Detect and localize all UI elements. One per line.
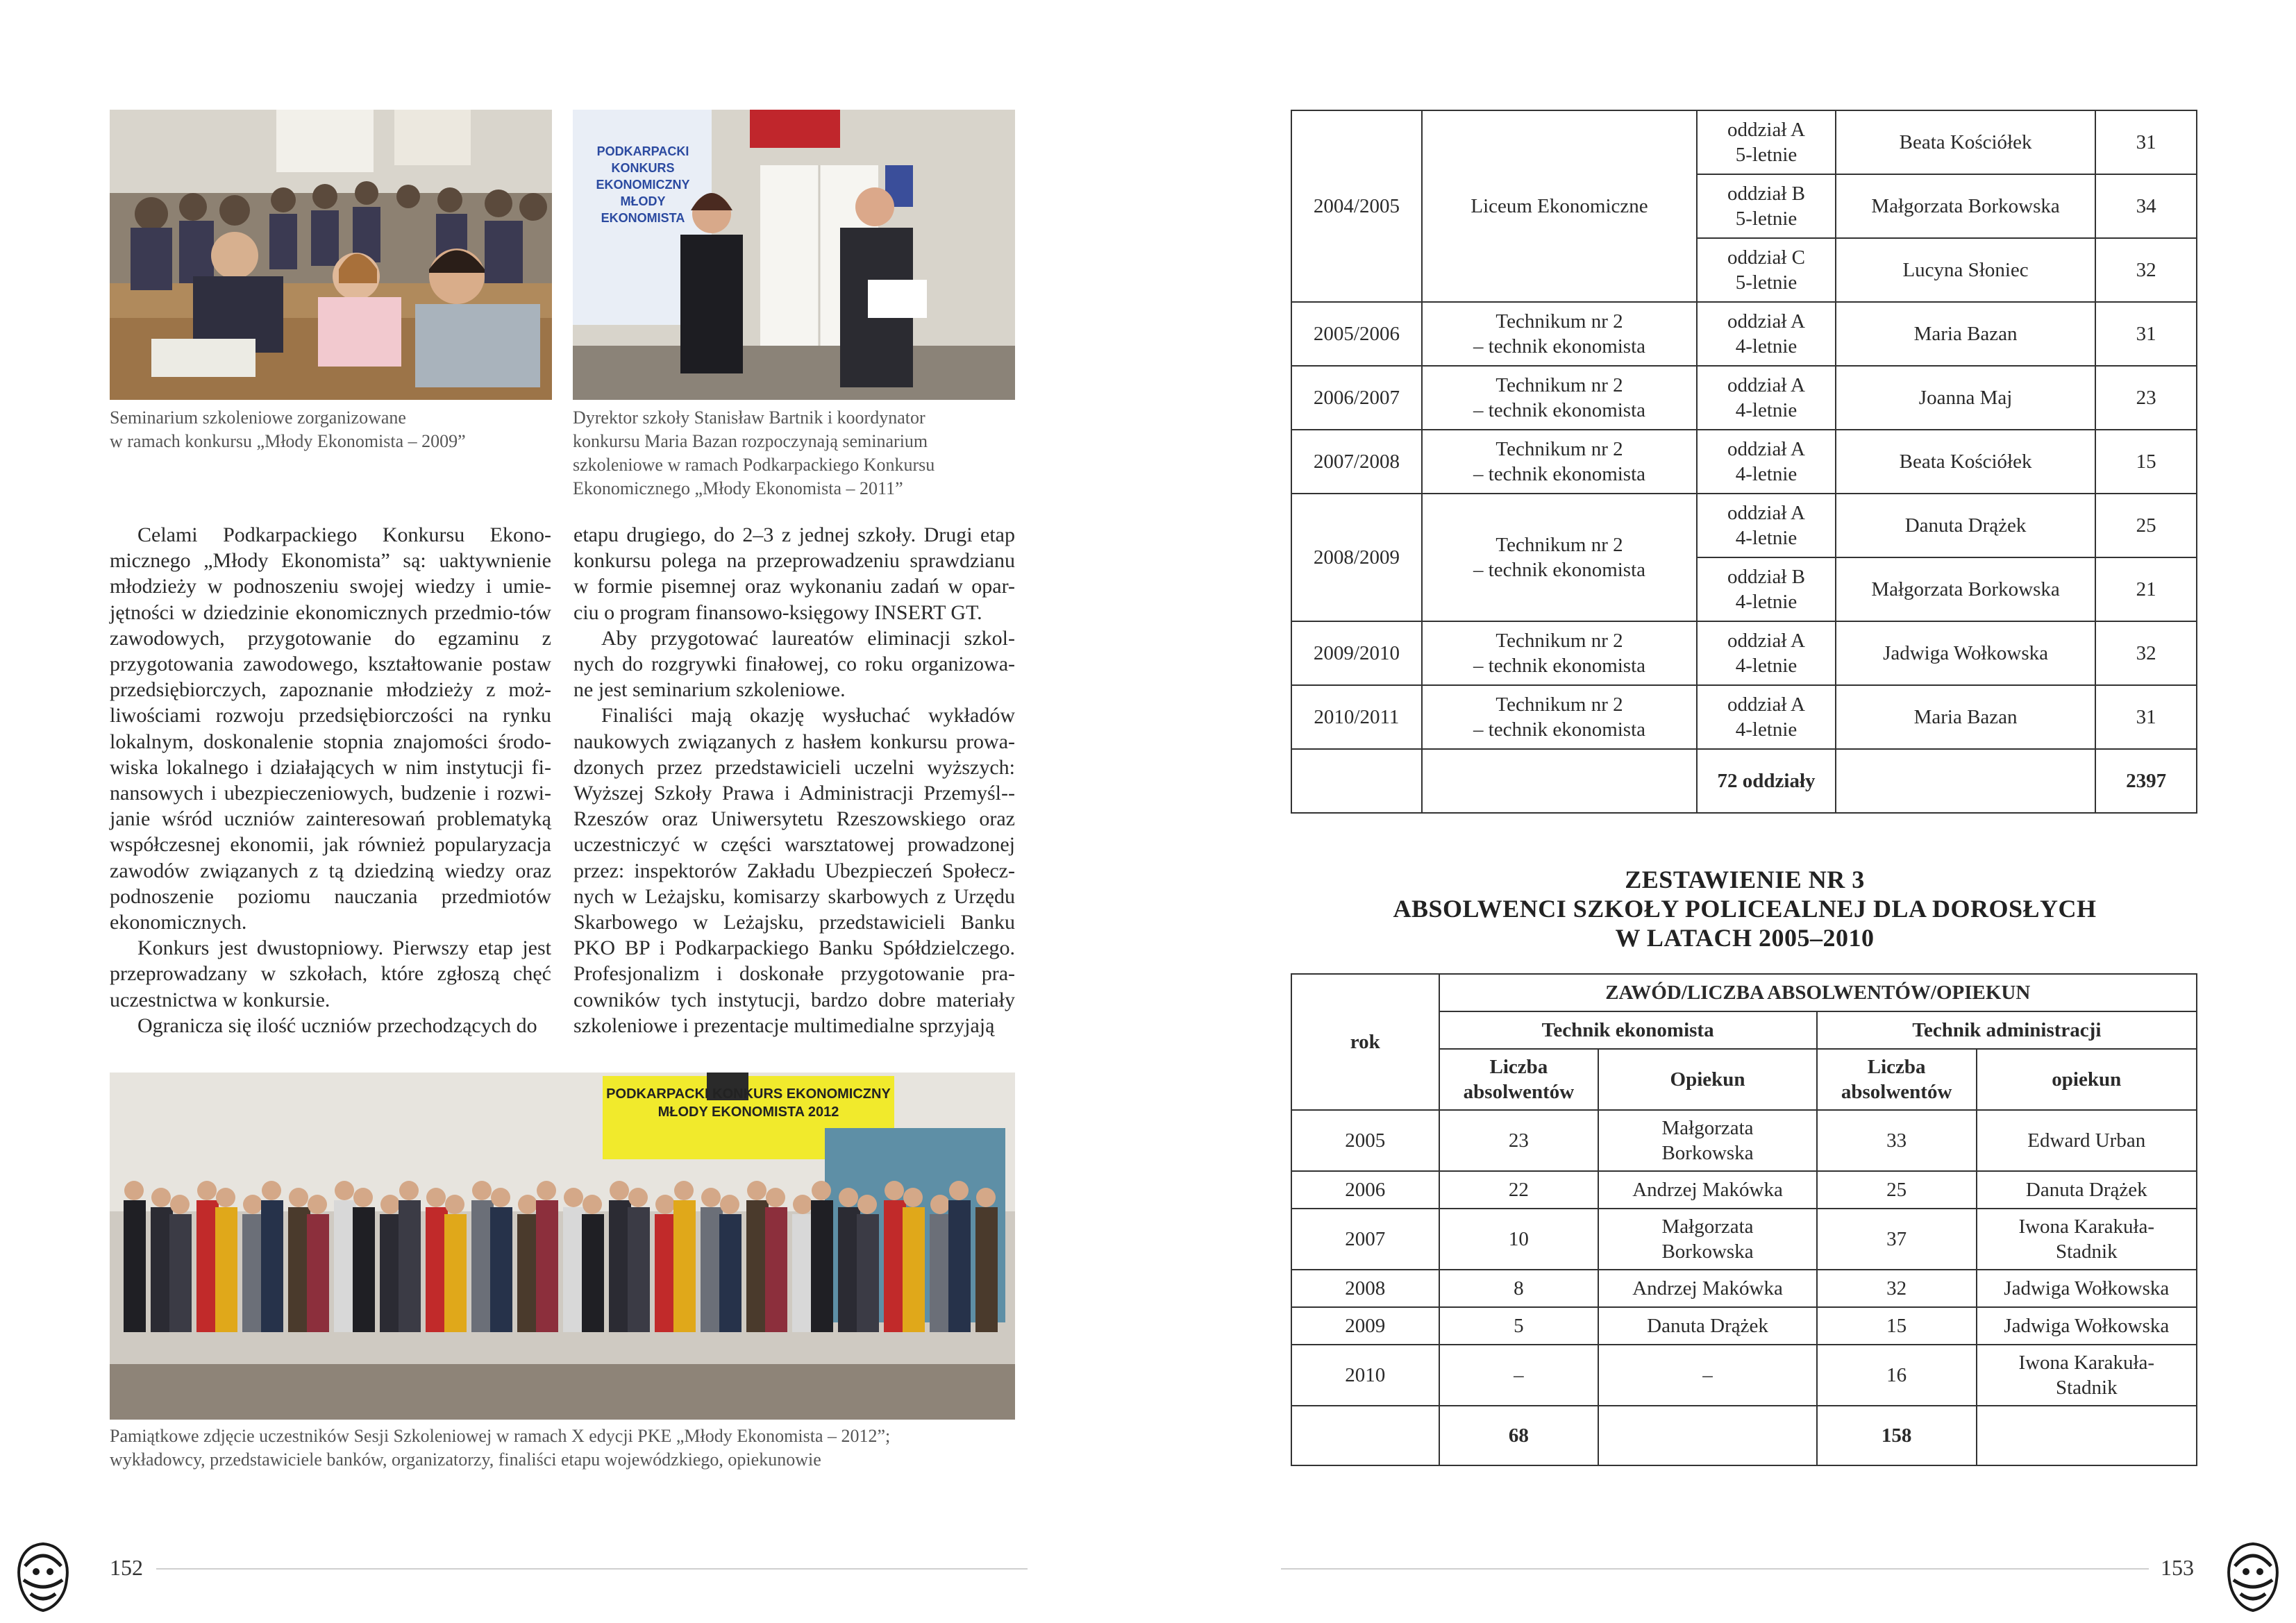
caption-photo-1: Seminarium szkoleniowe zorganizowane w ramach konkursu „Młody Ekonomista – 2009” <box>110 407 466 451</box>
table-row <box>1291 685 2197 749</box>
cell-oddzial: oddział A 4-letnie <box>1697 366 1836 430</box>
cell-school: Liceum Ekonomiczne <box>1422 110 1697 302</box>
paragraph: Konkurs jest dwustopniowy. Pierwszy etap jest przeprowadzany w szkołach, które zgłoszą chęć uczestnictwa w konkursie. <box>110 936 551 1011</box>
table-row-total <box>1291 1406 2197 1465</box>
table-row <box>1291 1171 2197 1209</box>
cell-count: 31 <box>2095 302 2197 366</box>
caption-photo-3: Pamiątkowe zdjęcie uczestników Sesji Szkoleniowej w ramach X edycji PKE „Młody Ekonomista – 2012”; wykładowcy, przedstawiciele banków, organizatorzy, finaliści etapu wojewódzkiego, opiekunowie <box>110 1426 891 1470</box>
cell-count: 32 <box>2095 621 2197 685</box>
paragraph: Celami Podkarpackiego Konkursu Ekono-micznego „Młody Ekonomista” są: uaktywnienie młodzieży w podnoszeniu swojej wiedzy i umie-jętności w dziedzinie ekonomicznych przedmio-tów zawodowych, przygotowanie do egzaminu z przygotowania zawodowego, kształtowanie postaw przedsiębiorczych, zapoznanie młodzieży z moż-liwościami rozwoju przedsiębiorczości na rynku lokalnym, doskonalenie stopnia znajomości środo-wiska lokalnego i działających w nim instytucji fi-nansowych i ubezpieczeniowych, budzenie i rozwi-janie wśród uczniów zainteresowań problematyką współczesnej ekonomii, jak również popularyzacja zawodów związanych z tą dziedziną wiedzy oraz podnoszenie poziomu nauczania przedmiotów ekonomicznych. <box>110 523 551 934</box>
cell-oddzial: oddział A 4-letnie <box>1697 494 1836 557</box>
total-1: 68 <box>1439 1406 1599 1465</box>
table-row <box>1291 1345 2197 1406</box>
footer-rule <box>1281 1568 2149 1570</box>
total-oddzialy: 72 oddziały <box>1697 749 1836 813</box>
cell-teacher: Danuta Drążek <box>1836 494 2095 557</box>
cell-opiekun-2: Jadwiga Wołkowska <box>1977 1307 2197 1345</box>
cell-opiekun-1: Małgorzata Borkowska <box>1598 1209 1816 1270</box>
footer-rule <box>156 1568 1028 1570</box>
banner-text: PODKARPACKI KONKURS EKONOMICZNY MŁODY EKONOMISTA <box>596 144 690 225</box>
cell-oddzial: oddział B 5-letnie <box>1697 174 1836 238</box>
cell-n1: 5 <box>1439 1307 1599 1345</box>
cell-opiekun-2: Iwona Karakuła- Stadnik <box>1977 1345 2197 1406</box>
cell-n1: 22 <box>1439 1171 1599 1209</box>
cell-oddzial: oddział A 4-letnie <box>1697 302 1836 366</box>
cell-rok: 2009 <box>1291 1307 1439 1345</box>
cell-teacher: Beata Kościółek <box>1836 430 2095 494</box>
table-classes <box>1291 110 2197 814</box>
cell-opiekun-1: – <box>1598 1345 1816 1406</box>
header-technik-ekonomista: Technik ekonomista <box>1439 1011 1817 1049</box>
cell-count: 32 <box>2095 238 2197 302</box>
table-row <box>1291 1307 2197 1345</box>
cell-teacher: Małgorzata Borkowska <box>1836 557 2095 621</box>
cell-count: 23 <box>2095 366 2197 430</box>
table-graduates <box>1291 973 2197 1466</box>
cell-rok: 2006 <box>1291 1171 1439 1209</box>
table-row <box>1291 494 2197 557</box>
cell-teacher: Maria Bazan <box>1836 302 2095 366</box>
cell-oddzial: oddział A 4-letnie <box>1697 430 1836 494</box>
cell-count: 31 <box>2095 685 2197 749</box>
cell-n2: 25 <box>1817 1171 1977 1209</box>
header-liczba-1: Liczba absolwentów <box>1439 1049 1599 1110</box>
table-row <box>1291 1270 2197 1307</box>
cell-year: 2005/2006 <box>1291 302 1422 366</box>
photo-group <box>110 1073 1015 1420</box>
cell-oddzial: oddział A 4-letnie <box>1697 621 1836 685</box>
cell-teacher: Beata Kościółek <box>1836 110 2095 174</box>
text-column-1 <box>110 522 551 1038</box>
section-heading: ZESTAWIENIE NR 3 ABSOLWENCI SZKOŁY POLICEALNEJ DLA DOROSŁYCH W LATACH 2005–2010 <box>1393 866 2097 952</box>
cell-year: 2006/2007 <box>1291 366 1422 430</box>
cell-opiekun-1: Andrzej Makówka <box>1598 1270 1816 1307</box>
header-opiekun-2: opiekun <box>1977 1049 2197 1110</box>
cell-school: Technikum nr 2 – technik ekonomista <box>1422 494 1697 621</box>
header-liczba-2: Liczba absolwentów <box>1817 1049 1977 1110</box>
cell-teacher: Lucyna Słoniec <box>1836 238 2095 302</box>
cell-n2: 33 <box>1817 1110 1977 1171</box>
cell-rok: 2008 <box>1291 1270 1439 1307</box>
cell-year: 2008/2009 <box>1291 494 1422 621</box>
cell-teacher: Jadwiga Wołkowska <box>1836 621 2095 685</box>
cell-opiekun-1: Małgorzata Borkowska <box>1598 1110 1816 1171</box>
header-opiekun-1: Opiekun <box>1598 1049 1816 1110</box>
cell-school: Technikum nr 2 – technik ekonomista <box>1422 621 1697 685</box>
caption-photo-2: Dyrektor szkoły Stanisław Bartnik i koordynator konkursu Maria Bazan rozpoczynają seminarium szkoleniowe w ramach Podkarpackiego Konkursu Ekonomicznego „Młody Ekonomista – 2011” <box>573 407 935 498</box>
cell-teacher: Małgorzata Borkowska <box>1836 174 2095 238</box>
table-row <box>1291 110 2197 174</box>
paragraph: Finaliści mają okazję wysłuchać wykładów naukowych związanych z hasłem konkursu prowa-dzonych przez przedstawicieli uczelni wyższych: Wyższej Szkoły Prawa i Administracji Przemyśl--Rzeszów oraz Uniwersytetu Rzeszowskiego oraz uczestniczyć w części warsztatowej prowadzonej przez: inspektorów Zakładu Ubezpieczeń Społecz-nych w Leżajsku, komisarzy skarbowych z Urzędu Skarbowego w Leżajsku, przedstawicieli Banku PKO BP i Podkarpackiego Banku Spółdzielczego. Profesjonalizm i doskonałe przygotowanie pra-cowników tych instytucji, bardzo dobre materiały szkoleniowe i prezentacje multimedialne sprzyjają <box>573 704 1015 1037</box>
cell-n1: 8 <box>1439 1270 1599 1307</box>
lion-emblem-icon <box>2220 1538 2286 1615</box>
cell-school: Technikum nr 2 – technik ekonomista <box>1422 302 1697 366</box>
page-number: 152 <box>110 1555 143 1580</box>
photo-director-coordinator <box>573 110 1015 400</box>
cell-oddzial: oddział A 4-letnie <box>1697 685 1836 749</box>
cell-n1: 23 <box>1439 1110 1599 1171</box>
cell-teacher: Maria Bazan <box>1836 685 2095 749</box>
table-row <box>1291 430 2197 494</box>
table-row <box>1291 366 2197 430</box>
cell-school: Technikum nr 2 – technik ekonomista <box>1422 430 1697 494</box>
cell-opiekun-1: Andrzej Makówka <box>1598 1171 1816 1209</box>
table-row <box>1291 1209 2197 1270</box>
cell-count: 15 <box>2095 430 2197 494</box>
lion-emblem-icon <box>10 1538 76 1615</box>
cell-count: 31 <box>2095 110 2197 174</box>
cell-rok: 2005 <box>1291 1110 1439 1171</box>
total-count: 2397 <box>2095 749 2197 813</box>
cell-oddzial: oddział C 5-letnie <box>1697 238 1836 302</box>
table-row <box>1291 1110 2197 1171</box>
cell-opiekun-2: Edward Urban <box>1977 1110 2197 1171</box>
cell-year: 2009/2010 <box>1291 621 1422 685</box>
table-row <box>1291 302 2197 366</box>
cell-rok: 2010 <box>1291 1345 1439 1406</box>
header-rok: rok <box>1291 974 1439 1110</box>
cell-n2: 37 <box>1817 1209 1977 1270</box>
paragraph: Aby przygotować laureatów eliminacji szkol-nych do rozgrywki finałowej, co roku organizowa-ne jest seminarium szkoleniowe. <box>573 626 1015 702</box>
cell-n1: – <box>1439 1345 1599 1406</box>
cell-year: 2007/2008 <box>1291 430 1422 494</box>
banner-text: PODKARPACKI KONKURS EKONOMICZNY MŁODY EKONOMISTA 2012 <box>606 1086 891 1120</box>
cell-n2: 32 <box>1817 1270 1977 1307</box>
cell-opiekun-2: Danuta Drążek <box>1977 1171 2197 1209</box>
cell-teacher: Joanna Maj <box>1836 366 2095 430</box>
header-technik-administracji: Technik administracji <box>1817 1011 2197 1049</box>
cell-year: 2010/2011 <box>1291 685 1422 749</box>
cell-year: 2004/2005 <box>1291 110 1422 302</box>
cell-oddzial: oddział A 5-letnie <box>1697 110 1836 174</box>
cell-opiekun-2: Iwona Karakuła- Stadnik <box>1977 1209 2197 1270</box>
page-number: 153 <box>2161 1555 2194 1580</box>
paragraph: etapu drugiego, do 2–3 z jednej szkoły. Drugi etap konkursu polega na przeprowadzeniu sprawdzianu w formie pisemnej oraz wykonaniu zadań w opar-ciu o program finansowo-księgowy INSERT GT. <box>573 523 1015 624</box>
cell-count: 21 <box>2095 557 2197 621</box>
cell-opiekun-2: Jadwiga Wołkowska <box>1977 1270 2197 1307</box>
cell-oddzial: oddział B 4-letnie <box>1697 557 1836 621</box>
cell-school: Technikum nr 2 – technik ekonomista <box>1422 366 1697 430</box>
text-column-2 <box>573 522 1015 1038</box>
cell-count: 25 <box>2095 494 2197 557</box>
cell-rok: 2007 <box>1291 1209 1439 1270</box>
paragraph: Ogranicza się ilość uczniów przechodzących do <box>137 1014 537 1037</box>
header-group: ZAWÓD/LICZBA ABSOLWENTÓW/OPIEKUN <box>1439 974 2197 1011</box>
photo-seminar-classroom <box>110 110 552 400</box>
table-row <box>1291 621 2197 685</box>
total-2: 158 <box>1817 1406 1977 1465</box>
cell-n2: 15 <box>1817 1307 1977 1345</box>
cell-n2: 16 <box>1817 1345 1977 1406</box>
table-row-total <box>1291 749 2197 813</box>
cell-n1: 10 <box>1439 1209 1599 1270</box>
cell-count: 34 <box>2095 174 2197 238</box>
cell-school: Technikum nr 2 – technik ekonomista <box>1422 685 1697 749</box>
cell-opiekun-1: Danuta Drążek <box>1598 1307 1816 1345</box>
